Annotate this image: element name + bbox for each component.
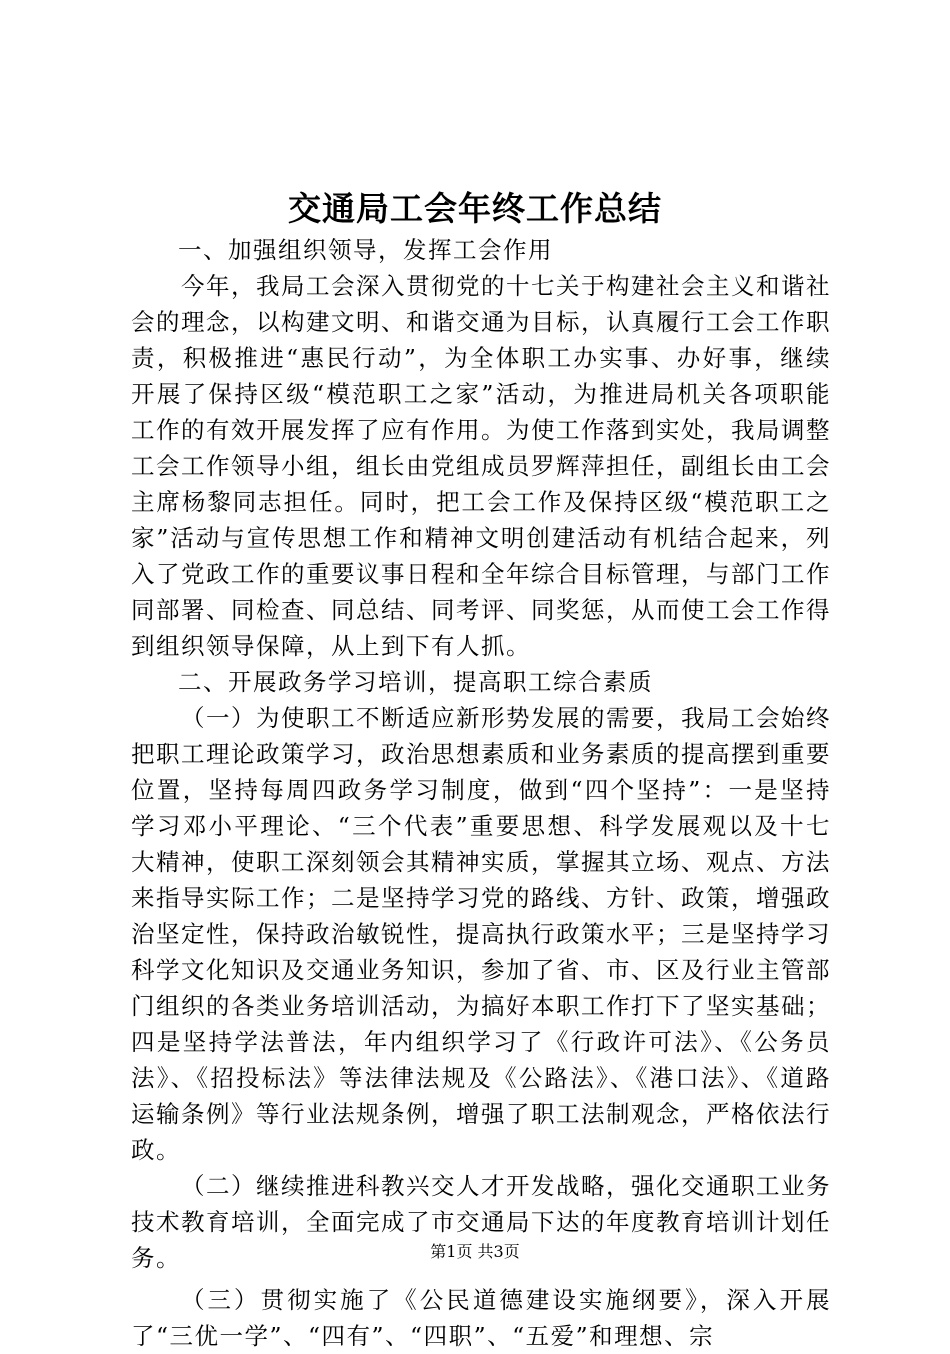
paragraph: （二）继续推进科教兴交人才开发战略，强化交通职工业务技术教育培训，全面完成了市交通局下达的年度教育培训计划任务。 bbox=[131, 1172, 831, 1272]
paragraph: 今年，我局工会深入贯彻党的十七关于构建社会主义和谐社会的理念，以构建文明、和谐交通为目标，认真履行工会工作职责，积极推进“惠民行动”，为全体职工办实事、办好事，继续开展了保持区级“模范职工之家”活动，为推进局机关各项职能工作的有效开展发挥了应有作用。为使工作落到实处，我局调整工会工作领导小组，组长由党组成员罗辉萍担任，副组长由工会主席杨黎同志担任。同时，把工会工作及保持区级“模范职工之家”活动与宣传思想工作和精神文明创建活动有机结合起来，列入了党政工作的重要议事日程和全年综合目标管理，与部门工作同部署、同检查、同总结、同考评、同奖惩，从而使工会工作得到组织领导保障，从上到下有人抓。 bbox=[131, 272, 831, 660]
page-number: 第1页 共3页 bbox=[430, 1242, 520, 1261]
document-body bbox=[131, 232, 831, 1354]
document-title: 交通局工会年终工作总结 bbox=[288, 189, 662, 228]
section-heading-2: 二、开展政务学习培训，提高职工综合素质 bbox=[178, 668, 653, 696]
section-heading-1: 一、加强组织领导，发挥工会作用 bbox=[178, 236, 553, 264]
paragraph: （一）为使职工不断适应新形势发展的需要，我局工会始终把职工理论政策学习，政治思想素质和业务素质的提高摆到重要位置，坚持每周四政务学习制度，做到“四个坚持”：一是坚持学习邓小平理论、“三个代表”重要思想、科学发展观以及十七大精神，使职工深刻领会其精神实质，掌握其立场、观点、方法来指导实际工作；二是坚持学习党的路线、方针、政策，增强政治坚定性，保持政治敏锐性，提高执行政策水平；三是坚持学习科学文化知识及交通业务知识，参加了省、市、区及行业主管部门组织的各类业务培训活动，为搞好本职工作打下了坚实基础；四是坚持学法普法，年内组织学习了《行政许可法》、《公务员法》、《招投标法》等法律法规及《公路法》、《港口法》、《道路运输条例》等行业法规条例，增强了职工法制观念，严格依法行政。 bbox=[131, 704, 831, 1164]
paragraph: （三）贯彻实施了《公民道德建设实施纲要》，深入开展了“三优一学”、“四有”、“四职”、“五爱”和理想、宗 bbox=[131, 1286, 831, 1350]
